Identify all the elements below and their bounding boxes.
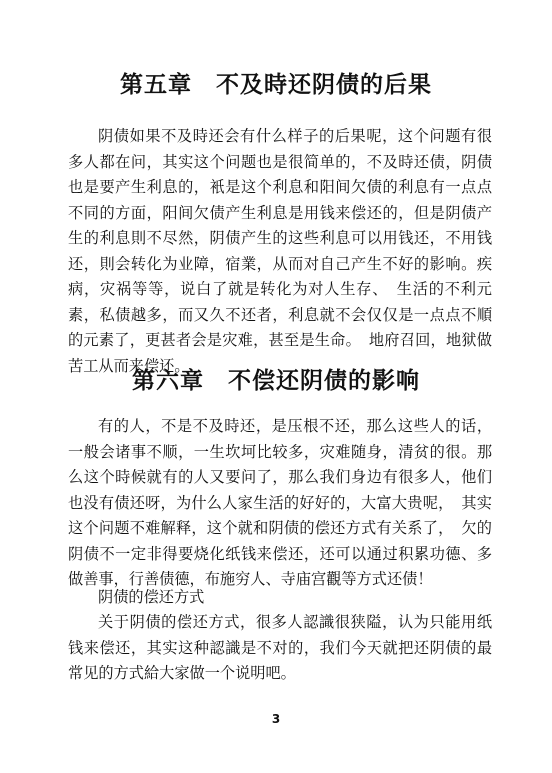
chapter-6-number: 第六章: [132, 368, 204, 394]
chapter-6-title: 不偿还阴债的影响: [228, 368, 420, 394]
repayment-methods-subheading: 阴债的偿还方式: [98, 588, 205, 606]
chapter-6-heading: [0, 362, 552, 395]
chapter-5-number: 第五章: [120, 72, 192, 98]
chapter-6-paragraph: 有的人，不是不及時还，是压根不还，那么这些人的话，一般会诸事不顺，一生坎坷比较多，灾难随身，清贫的很。那么这个時候就有的人又要问了，那么我们身边有很多人，他们也没有债还呀，为什么人家生活的好好的，大富大贵呢， 其实这个问题不难解释，这个就和阴债的偿还方式有关系了， 欠的阴债不一定非得要烧化纸钱来偿还，还可以通过积累功德、多做善事，行善债德，布施穷人、寺庙宫觀等方式还债！: [68, 417, 492, 588]
page-number: 3: [271, 712, 281, 726]
chapter-5-paragraph: 阴债如果不及時还会有什么样子的后果呢，这个问题有很多人都在问，其实这个问题也是很简单的，不及時还债，阴债也是要产生利息的，衹是这个利息和阳间欠债的利息有一点点不同的方面，阳间欠债产生利息是用钱来偿还的，但是阴债产生的利息則不尽然，阴债产生的这些利息可以用钱还，不用钱还，則会转化为业障，宿業，从而对自己产生不好的影响。疾病，灾祸等等，说白了就是转化为对人生存、 生活的不利元素，私债越多，而又久不还者，利息就不会仅仅是一点点不順的元素了，更甚者会是灾难，甚至是生命。 地府召回，地狱做苦工从而来偿还。: [68, 127, 492, 375]
chapter-5-heading: [0, 66, 552, 99]
chapter-5-title: 不及時还阴债的后果: [216, 72, 432, 98]
repayment-methods-paragraph: 关于阴债的偿还方式，很多人認識很狭隘，认为只能用纸钱来偿还，其实这种認識是不对的，我们今天就把还阴债的最常见的方式給大家做一个说明吧。: [68, 613, 492, 682]
